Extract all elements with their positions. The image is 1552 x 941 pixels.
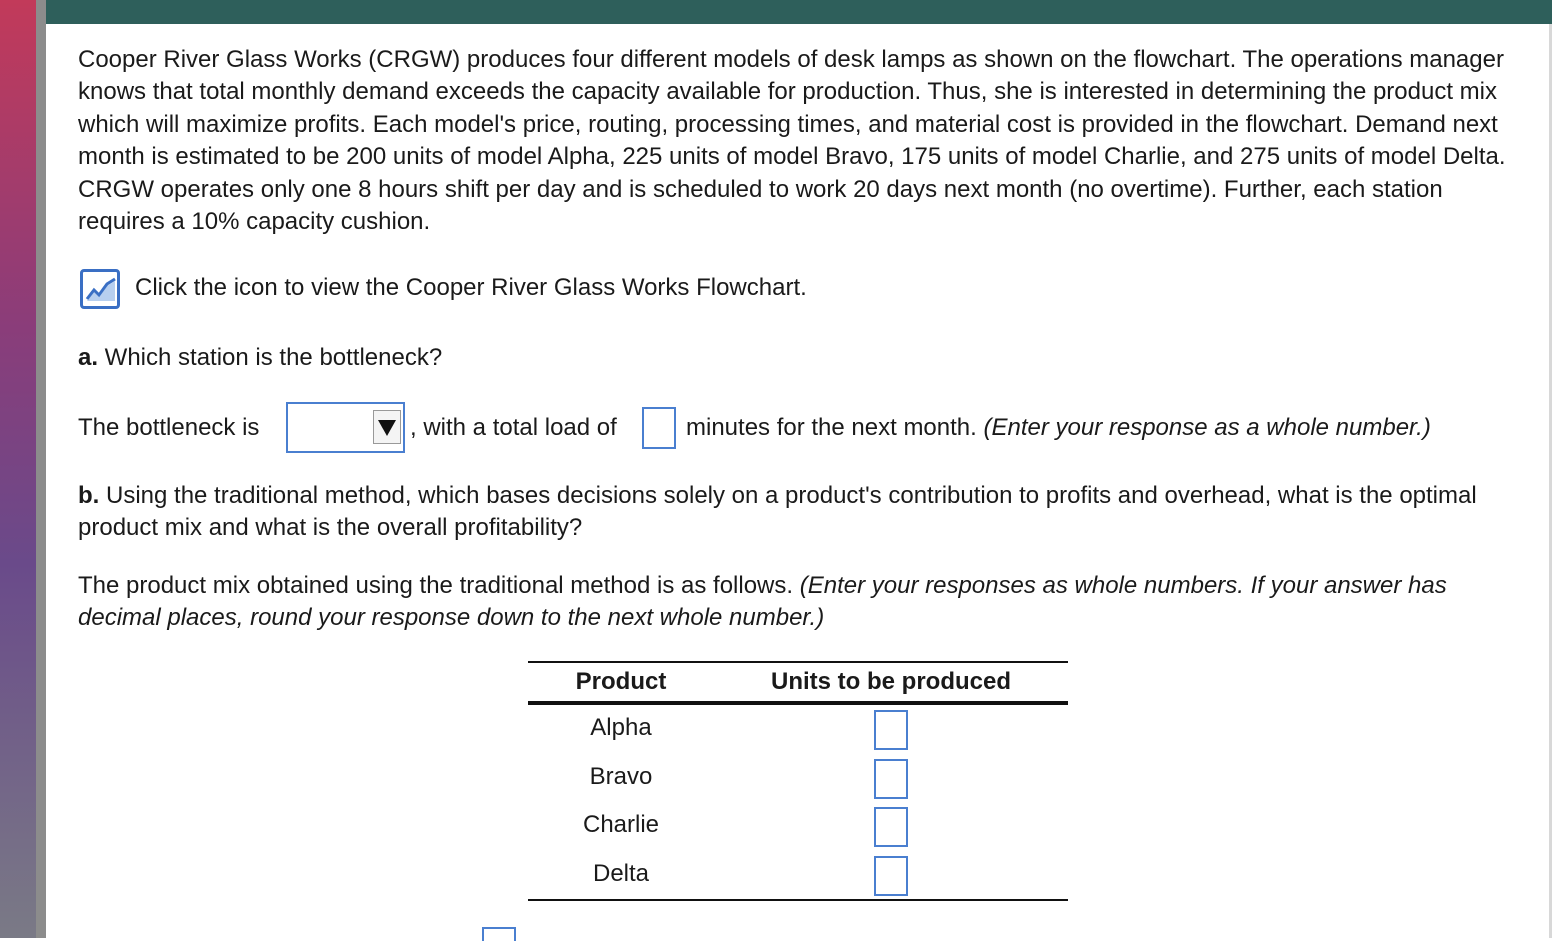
part-b-label: b. <box>78 482 100 509</box>
units-input-charlie[interactable] <box>874 807 908 847</box>
bottleneck-prefix: The bottleneck is <box>78 414 260 441</box>
part-b-question <box>78 480 1518 545</box>
dropdown-arrow-icon[interactable] <box>373 410 401 444</box>
product-name: Bravo <box>589 762 653 790</box>
product-name: Alpha <box>590 714 652 741</box>
product-mix-instruction: (Enter your responses as whole numbers. If your answer has decimal places, round your response down to the next whole number.) <box>78 572 1447 632</box>
top-header-bar <box>46 0 1552 24</box>
product-mix-intro: The product mix obtained using the traditional method is as follows. (Enter your responses as whole numbers. If your answer has decimal places, round your response down to the next whole number.) <box>78 572 1447 632</box>
total-load-label: , with a total load of <box>410 414 617 441</box>
next-input-partial[interactable] <box>482 927 516 941</box>
problem-statement: Cooper River Glass Works (CRGW) produces four different models of desk lamps as shown on the flowchart. The operations manager knows that total monthly demand exceeds the capacity available for production. Thus, she is interested in determining the product mix which will maximize profits. Each model's price, routing, processing times, and material cost is provided in the flowchart. Demand next month is estimated to be 200 units of model Alpha, 225 units of model Bravo, 175 units of model Charlie, and 275 units of model Delta. CRGW operates only one 8 hours shift per day and is scheduled to work 20 days next month (no overtime). Further, each station requires a 10% capacity cushion. <box>78 46 1506 236</box>
product-name: Delta <box>592 859 650 887</box>
chart-icon[interactable] <box>80 269 120 309</box>
table-row <box>528 802 1068 851</box>
flowchart-link-row <box>78 269 978 315</box>
product-name: Charlie <box>582 811 660 838</box>
header-product: Product <box>575 668 667 695</box>
part-a-label: a. <box>78 344 99 371</box>
units-input-bravo[interactable] <box>874 759 908 799</box>
units-input-delta[interactable] <box>874 856 908 896</box>
total-load-input[interactable] <box>642 407 676 449</box>
part-a-question <box>78 342 442 374</box>
table-row <box>528 851 1068 900</box>
part-a-text: Which station is the bottleneck? <box>98 344 443 371</box>
flowchart-link-text[interactable]: Click the icon to view the Cooper River Glass Works Flowchart. <box>135 274 807 301</box>
units-input-alpha[interactable] <box>874 710 908 750</box>
header-units: Units to be produced <box>771 668 1011 695</box>
question-content <box>78 44 1518 887</box>
table-header <box>528 663 1068 705</box>
product-mix-table <box>528 661 1068 901</box>
table-row <box>528 705 1068 754</box>
left-window-edge <box>0 0 46 938</box>
table-row <box>528 754 1068 803</box>
bottleneck-dropdown[interactable] <box>286 402 405 453</box>
part-b-text: Using the traditional method, which bases decisions solely on a product's contribution to profits and overhead, what is the optimal product mix and what is the overall profitability? <box>78 482 1477 542</box>
load-suffix: minutes for the next month. (Enter your response as a whole number.) <box>686 414 1431 441</box>
part-a-answer-line <box>78 402 1518 456</box>
part-a-instruction: (Enter your response as a whole number.) <box>983 414 1431 441</box>
